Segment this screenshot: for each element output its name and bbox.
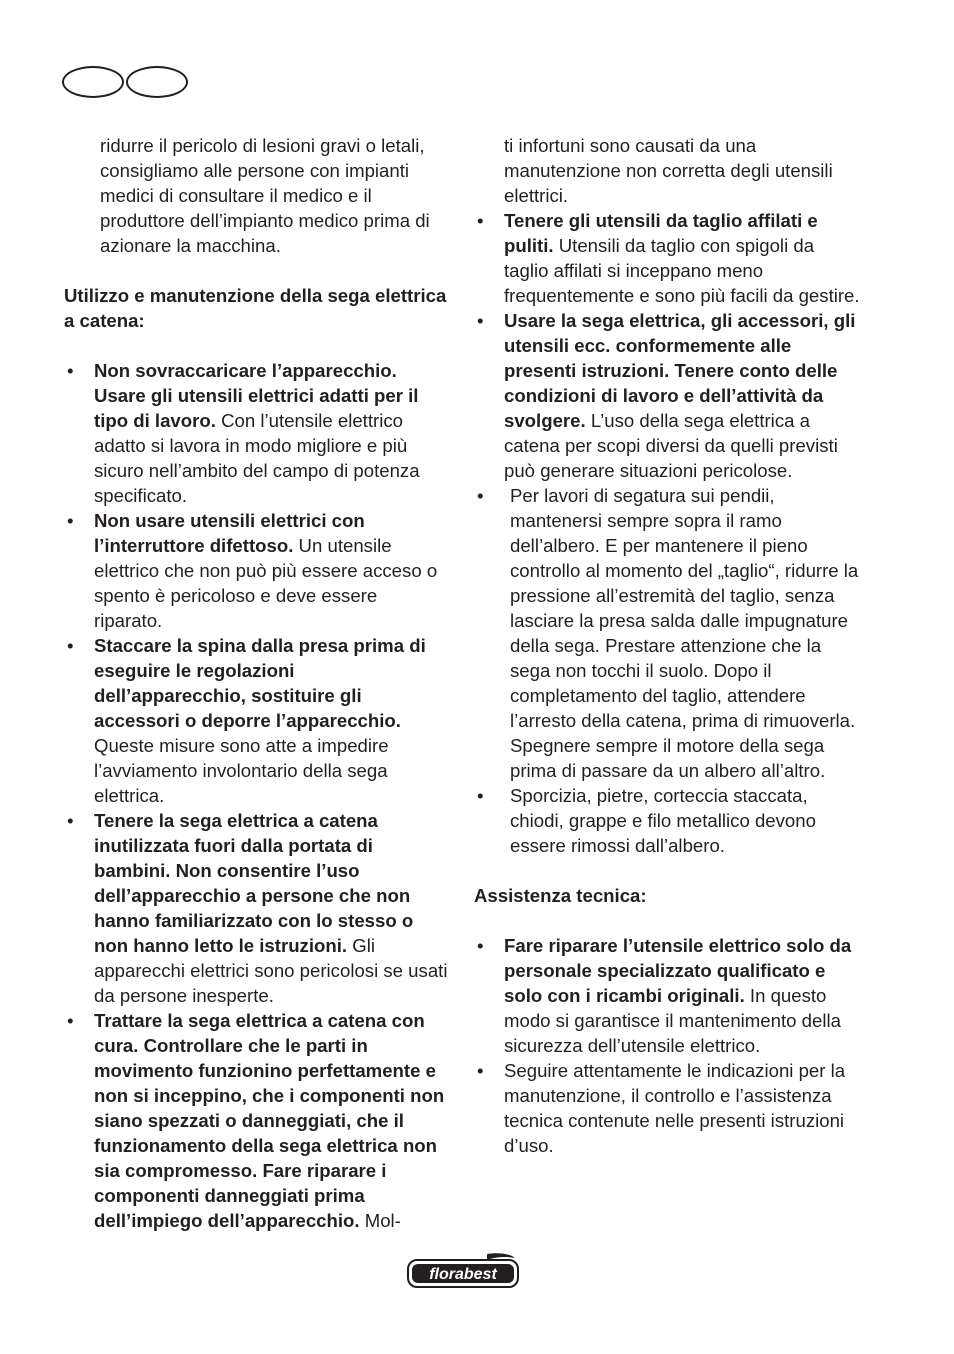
left-column: [64, 133, 448, 1233]
bullet-icon: •: [67, 510, 74, 531]
item-bold-text: Staccare la spina dalla presa prima di eseguire le regolazioni dell’apparecchio, sostituire gli accessori o deporre l’apparecchio.: [94, 635, 426, 731]
list-item: [474, 208, 860, 308]
list-item: [64, 1008, 448, 1233]
bullet-icon: •: [477, 310, 484, 331]
item-text: Un utensile elettrico che non può più essere acceso o spento è pericoloso e deve essere riparato.: [94, 535, 438, 631]
bullet-icon: •: [477, 1060, 484, 1081]
item-bold-text: Trattare la sega elettrica a catena con cura. Controllare che le parti in movimento funzionino perfettamente e non si inceppino, che i componenti non siano spezzati o danneggiati, che il funzionamento della sega elettrica non sia compromesso. Fare riparare i componenti danneggiati prima dell’impiego dell’apparecchio.: [94, 1010, 445, 1231]
language-oval-right: [126, 66, 188, 98]
bullet-icon: •: [67, 360, 74, 381]
bullet-icon: •: [477, 935, 484, 956]
right-column: [474, 133, 860, 1158]
item-text: Queste misure sono atte a impedire l’avviamento involontario della sega elettrica.: [94, 735, 389, 806]
item-bold-text: Non usare utensili elettrici con l’interruttore difettoso.: [94, 510, 365, 556]
bullet-icon: •: [67, 1010, 74, 1031]
list-item: [64, 633, 448, 808]
list-item: [474, 783, 860, 858]
intro-paragraph: ridurre il pericolo di lesioni gravi o letali, consigliamo alle persone con impianti medici di consultare il medico e il produttore dell’impianto medico prima di azionare la macchina.: [100, 135, 430, 256]
bullet-icon: •: [67, 635, 74, 656]
bullet-icon: •: [477, 485, 484, 506]
item-bold-text: Fare riparare l’utensile elettrico solo da personale specializzato qualificato e solo con i ricambi originali.: [504, 935, 852, 1006]
bullet-icon: •: [477, 785, 484, 806]
list-item: [64, 508, 448, 633]
item-text: Gli apparecchi elettrici sono pericolosi se usati da persone inesperte.: [94, 935, 448, 1006]
list-item: [474, 1058, 860, 1158]
list-item: [474, 308, 860, 483]
list-item: [474, 483, 860, 783]
bullet-icon: •: [67, 810, 74, 831]
item-text: Per lavori di segatura sui pendii, mantenersi sempre sopra il ramo dell’albero. E per mantenere il pieno controllo al momento del „taglio“, ridurre la pressione all’estremità del taglio, senza lasciare la presa salda dalle impugnature della sega. Prestare attenzione che la sega non tocchi il suolo. Dopo il completamento del taglio, attendere l’arresto della catena, prima di rimuoverla. Spegnere sempre il motore della sega prima di passare da un albero all’altro.: [510, 485, 859, 781]
list-item: [64, 808, 448, 1008]
list-item: [474, 933, 860, 1058]
item-text: L’uso della sega elettrica a catena per scopi diversi da quelli previsti può generare situazioni pericolose.: [504, 410, 838, 481]
item-text: Con l’utensile elettrico adatto si lavora in modo migliore e più sicuro nell’ambito del campo di potenza specificato.: [94, 410, 420, 506]
logo-text: florabest: [429, 1266, 497, 1283]
item-text: Seguire attentamente le indicazioni per la manutenzione, il controllo e l’assistenza tecnica contenute nelle presenti istruzioni d’uso.: [504, 1060, 846, 1156]
language-badge: [62, 66, 192, 100]
list-item: [64, 358, 448, 508]
bullet-icon: •: [477, 210, 484, 231]
section-heading-usage: Utilizzo e manutenzione della sega elettrica a catena:: [64, 285, 447, 331]
florabest-logo: [407, 1252, 519, 1288]
continuation-paragraph: ti infortuni sono causati da una manutenzione non corretta degli utensili elettrici.: [504, 135, 833, 206]
item-bold-text: Tenere gli utensili da taglio affilati e puliti.: [504, 210, 818, 256]
item-bold-text: Tenere la sega elettrica a catena inutilizzata fuori dalla portata di bambini. Non consentire l’uso dell’apparecchio a persone che non hanno familiarizzato con lo stesso o non hanno letto le istruzioni.: [94, 810, 414, 956]
section-heading-service: Assistenza tecnica:: [474, 885, 647, 906]
item-bold-text: Non sovraccaricare l’apparecchio. Usare gli utensili elettrici adatti per il tipo di lavoro.: [94, 360, 419, 431]
item-bold-text: Usare la sega elettrica, gli accessori, gli utensili ecc. conformemente alle presenti istruzioni. Tenere conto delle condizioni di lavoro e dell’attività da svolgere.: [504, 310, 856, 431]
item-text: In questo modo si garantisce il mantenimento della sicurezza dell’utensile elettrico.: [504, 985, 841, 1056]
language-oval-left: [62, 66, 124, 98]
item-text: Sporcizia, pietre, corteccia staccata, chiodi, grappe e filo metallico devono essere rimossi dall’albero.: [510, 785, 816, 856]
item-text: Mol-: [359, 1210, 401, 1231]
item-text: Utensili da taglio con spigoli da taglio affilati si inceppano meno frequentemente e sono più facili da gestire.: [504, 235, 860, 306]
